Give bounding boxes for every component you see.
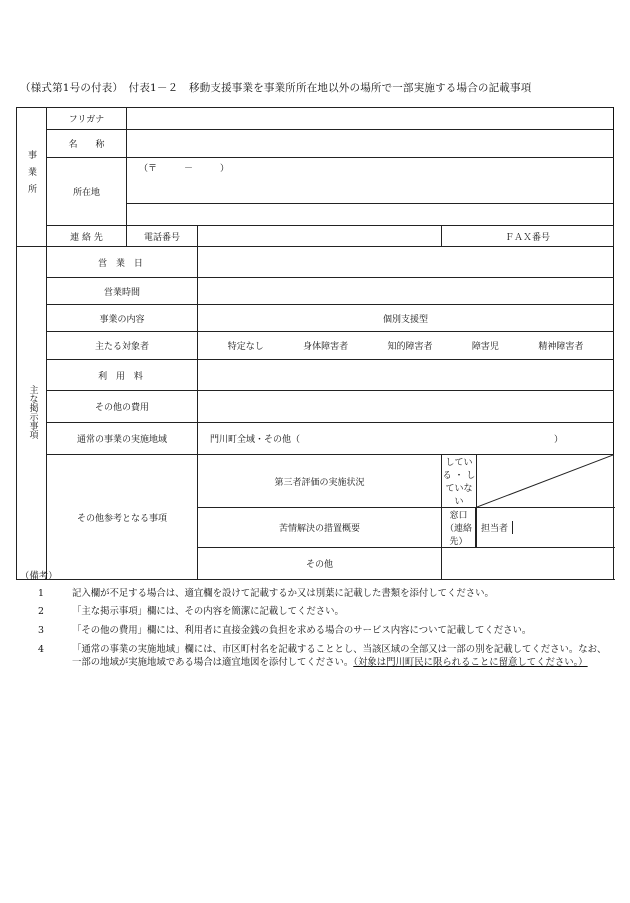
fax-label: ＦＡＸ番号 <box>442 226 614 247</box>
note-item: 4 「通常の事業の実施地域」欄には、市区町村名を記載することとし、当該区域の全部又は一部の別を記載してください。なお、一部の地域が実施地域である場合は適宜地図を添付してください。（対象は門川町民に限られることに留意してください。） <box>38 643 607 669</box>
address-label: 所在地 <box>47 158 127 226</box>
business-days-field[interactable] <box>198 247 614 278</box>
business-hours-field[interactable] <box>198 278 614 305</box>
application-form-table <box>16 107 614 580</box>
content-value: 個別支援型 <box>198 305 614 332</box>
office-section-label: 事業所 <box>17 108 47 247</box>
target-option[interactable]: 身体障害者 <box>303 342 349 352</box>
target-option[interactable]: 知的障害者 <box>387 342 433 352</box>
furigana-field[interactable] <box>127 108 614 130</box>
address-line-1[interactable] <box>127 182 614 204</box>
phone-field[interactable] <box>198 226 442 247</box>
manager-field[interactable] <box>477 508 614 548</box>
name-field[interactable] <box>127 130 614 158</box>
area-label: 通常の事業の実施地域 <box>47 423 198 455</box>
area-value-open: 門川町全域・その他（ <box>210 435 301 445</box>
other-cost-label: その他の費用 <box>47 391 198 423</box>
content-label: 事業の内容 <box>47 305 198 332</box>
complaint-label: 苦情解決の措置概要 <box>198 508 442 548</box>
address-line-2[interactable] <box>127 204 614 226</box>
name-label: 名 称 <box>47 130 127 158</box>
note-underlined: （対象は門川町民に限られることに留意してください。） <box>353 657 588 669</box>
target-label: 主たる対象者 <box>47 332 198 360</box>
contact-label: 連 絡 先 <box>47 226 127 247</box>
note-item: 1 記入欄が不足する場合は、適宜欄を設けて記載するか又は別葉に記載した書類を添付してください。 <box>38 587 494 599</box>
other-ref-label: その他参考となる事項 <box>47 455 198 580</box>
phone-label: 電話番号 <box>127 226 198 247</box>
window-field[interactable] <box>442 508 477 548</box>
page-title: （様式第1号の付表） 付表1－２ 移動支援事業を事業所所在地以外の場所で一部実施する場合の記載事項 <box>20 82 532 94</box>
third-party-options[interactable]: している ・ していない <box>442 455 477 508</box>
fee-label: 利 用 料 <box>47 360 198 391</box>
manager-label: 担当者 <box>477 521 513 534</box>
window-label: 窓口（連絡先） <box>442 508 476 547</box>
third-party-label: 第三者評価の実施状況 <box>198 455 442 508</box>
target-option[interactable]: 精神障害者 <box>538 342 584 352</box>
zip-field[interactable] <box>127 158 614 182</box>
business-hours-label: 営業時間 <box>47 278 198 305</box>
main-section-label: 主な掲示事項 <box>17 247 47 580</box>
other-cost-field[interactable] <box>198 391 614 423</box>
other-label: その他 <box>198 548 442 580</box>
note-item: 2 「主な掲示事項」欄には、その内容を簡潔に記載してください。 <box>38 606 344 618</box>
furigana-label: フリガナ <box>47 108 127 130</box>
notes-section <box>20 570 610 675</box>
targets-field <box>198 332 614 360</box>
note-item: 3 「その他の費用」欄には、利用者に直接金銭の負担を求める場合のサービス内容について記載してください。 <box>38 624 532 636</box>
target-option[interactable]: 特定なし <box>227 342 264 352</box>
zip-template: （〒 － ） <box>139 164 230 174</box>
target-option[interactable]: 障害児 <box>471 342 499 352</box>
business-days-label: 営 業 日 <box>47 247 198 278</box>
fee-field[interactable] <box>198 360 614 391</box>
third-party-diagonal <box>477 455 614 508</box>
area-value-close: ） <box>554 435 564 445</box>
area-field[interactable] <box>198 423 614 455</box>
notes-heading: （備考） <box>20 571 58 582</box>
